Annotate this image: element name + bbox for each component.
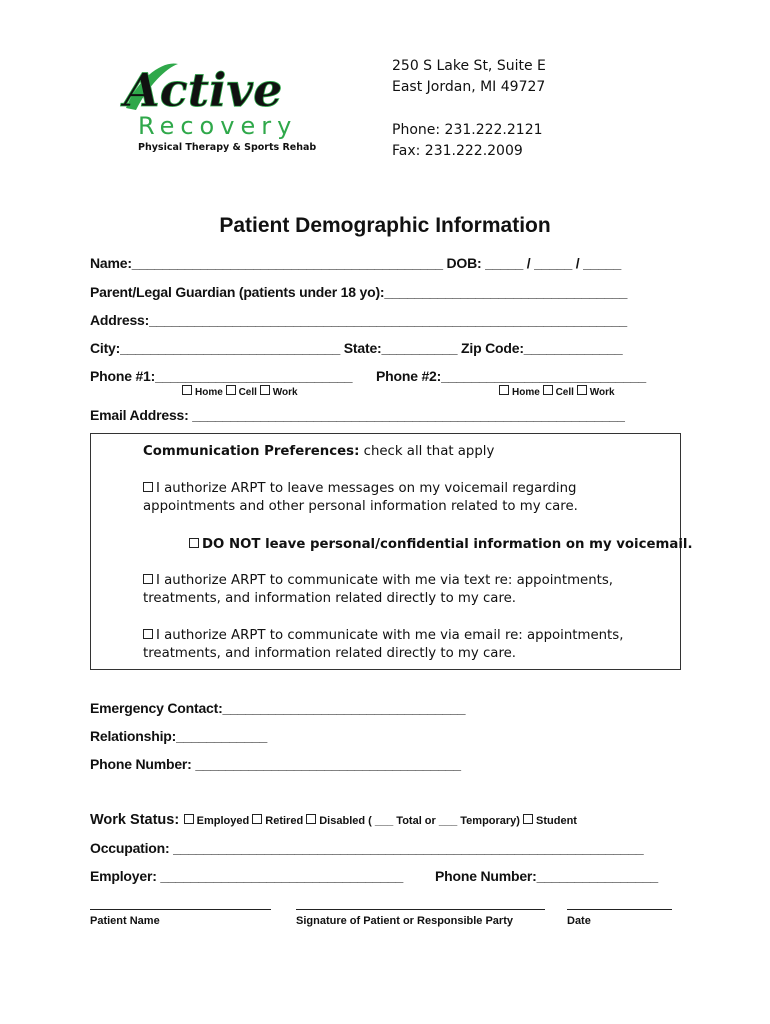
- logo-graphic: [118, 58, 348, 158]
- patient-name-label: Patient Name: [90, 915, 160, 927]
- voicemail-consent-checkbox[interactable]: [143, 482, 153, 492]
- disabled-label: Disabled: [319, 815, 366, 827]
- emergency-contact-field[interactable]: Emergency Contact:________________________________: [90, 700, 466, 716]
- date-line[interactable]: [567, 909, 672, 910]
- occupation-field[interactable]: Occupation: ______________________________________________________________: [90, 840, 644, 856]
- logo-word-active: Active: [124, 63, 283, 117]
- employer-phone-field[interactable]: Phone Number:________________: [435, 868, 659, 884]
- email-field[interactable]: Email Address: _________________________________________________________: [90, 407, 625, 423]
- phone2-field[interactable]: Phone #2:___________________________: [376, 368, 646, 384]
- office-phone: Phone: 231.222.2121: [392, 122, 543, 138]
- student-checkbox[interactable]: [523, 814, 533, 824]
- disabled-checkbox[interactable]: [306, 814, 316, 824]
- phone1-cell-label: Cell: [238, 387, 257, 398]
- city-state-zip-field[interactable]: City:_____________________________ State:__________ Zip Code:_____________: [90, 340, 623, 356]
- voicemail-decline-checkbox[interactable]: [189, 538, 199, 548]
- phone1-field[interactable]: Phone #1:__________________________: [90, 368, 353, 384]
- phone1-cell-checkbox[interactable]: [226, 385, 236, 395]
- guardian-field[interactable]: Parent/Legal Guardian (patients under 18 yo):________________________________: [90, 284, 628, 300]
- phone2-type-options: [499, 385, 615, 398]
- phone2-cell-checkbox[interactable]: [543, 385, 553, 395]
- office-fax: Fax: 231.222.2009: [392, 143, 523, 159]
- logo-word-recovery: Recovery: [138, 112, 298, 140]
- email-consent-line2: treatments, and information related directly to my care.: [143, 646, 517, 661]
- work-status-row: [90, 811, 577, 829]
- voicemail-consent-line1: I authorize ARPT to leave messages on my voicemail regarding: [156, 481, 577, 496]
- work-status-options: [184, 815, 577, 827]
- signature-label: Signature of Patient or Responsible Party: [296, 915, 513, 927]
- voicemail-consent: [143, 479, 576, 498]
- text-consent-line2: treatments, and information related directly to my care.: [143, 591, 517, 606]
- address-field[interactable]: Address:_______________________________________________________________: [90, 312, 628, 328]
- address-line-2: East Jordan, MI 49727: [392, 79, 546, 95]
- text-consent: [143, 571, 613, 590]
- retired-checkbox[interactable]: [252, 814, 262, 824]
- patient-name-line[interactable]: [90, 909, 271, 910]
- phone2-work-label: Work: [589, 387, 615, 398]
- text-consent-checkbox[interactable]: [143, 574, 153, 584]
- phone1-work-checkbox[interactable]: [260, 385, 270, 395]
- retired-label: Retired: [265, 815, 304, 827]
- date-label: Date: [567, 915, 591, 927]
- employed-checkbox[interactable]: [184, 814, 194, 824]
- student-label: Student: [536, 815, 577, 827]
- phone1-type-options: [182, 385, 298, 398]
- address-line-1: 250 S Lake St, Suite E: [392, 58, 546, 74]
- disabled-detail: ( ___ Total or ___ Temporary): [368, 815, 520, 827]
- employed-label: Employed: [196, 815, 250, 827]
- phone1-home-checkbox[interactable]: [182, 385, 192, 395]
- relationship-field[interactable]: Relationship:____________: [90, 728, 268, 744]
- phone2-cell-label: Cell: [555, 387, 574, 398]
- communication-heading-note: check all that apply: [359, 444, 495, 459]
- communication-heading-label: Communication Preferences:: [143, 444, 360, 459]
- work-status-label: Work Status:: [90, 812, 180, 828]
- signature-line[interactable]: [296, 909, 545, 910]
- email-consent-line1: I authorize ARPT to communicate with me via email re: appointments,: [156, 628, 624, 643]
- logo-tagline: Physical Therapy & Sports Rehab: [138, 142, 317, 153]
- voicemail-consent-line2: appointments and other personal information related to my care.: [143, 499, 578, 514]
- communication-heading: [143, 442, 494, 461]
- page-title: Patient Demographic Information: [219, 214, 551, 237]
- phone2-work-checkbox[interactable]: [577, 385, 587, 395]
- phone1-work-label: Work: [272, 387, 298, 398]
- email-consent-checkbox[interactable]: [143, 629, 153, 639]
- voicemail-decline-label: DO NOT leave personal/confidential information on my voicemail.: [202, 537, 693, 552]
- voicemail-decline: [189, 535, 693, 554]
- name-dob-field[interactable]: Name:_________________________________________ DOB: _____ / _____ / _____: [90, 255, 622, 271]
- company-logo: [118, 58, 348, 158]
- employer-field[interactable]: Employer: ________________________________: [90, 868, 404, 884]
- phone2-home-label: Home: [512, 387, 540, 398]
- phone2-home-checkbox[interactable]: [499, 385, 509, 395]
- emergency-phone-field[interactable]: Phone Number: ___________________________________: [90, 756, 461, 772]
- email-consent: [143, 626, 623, 645]
- phone1-home-label: Home: [195, 387, 223, 398]
- text-consent-line1: I authorize ARPT to communicate with me via text re: appointments,: [156, 573, 614, 588]
